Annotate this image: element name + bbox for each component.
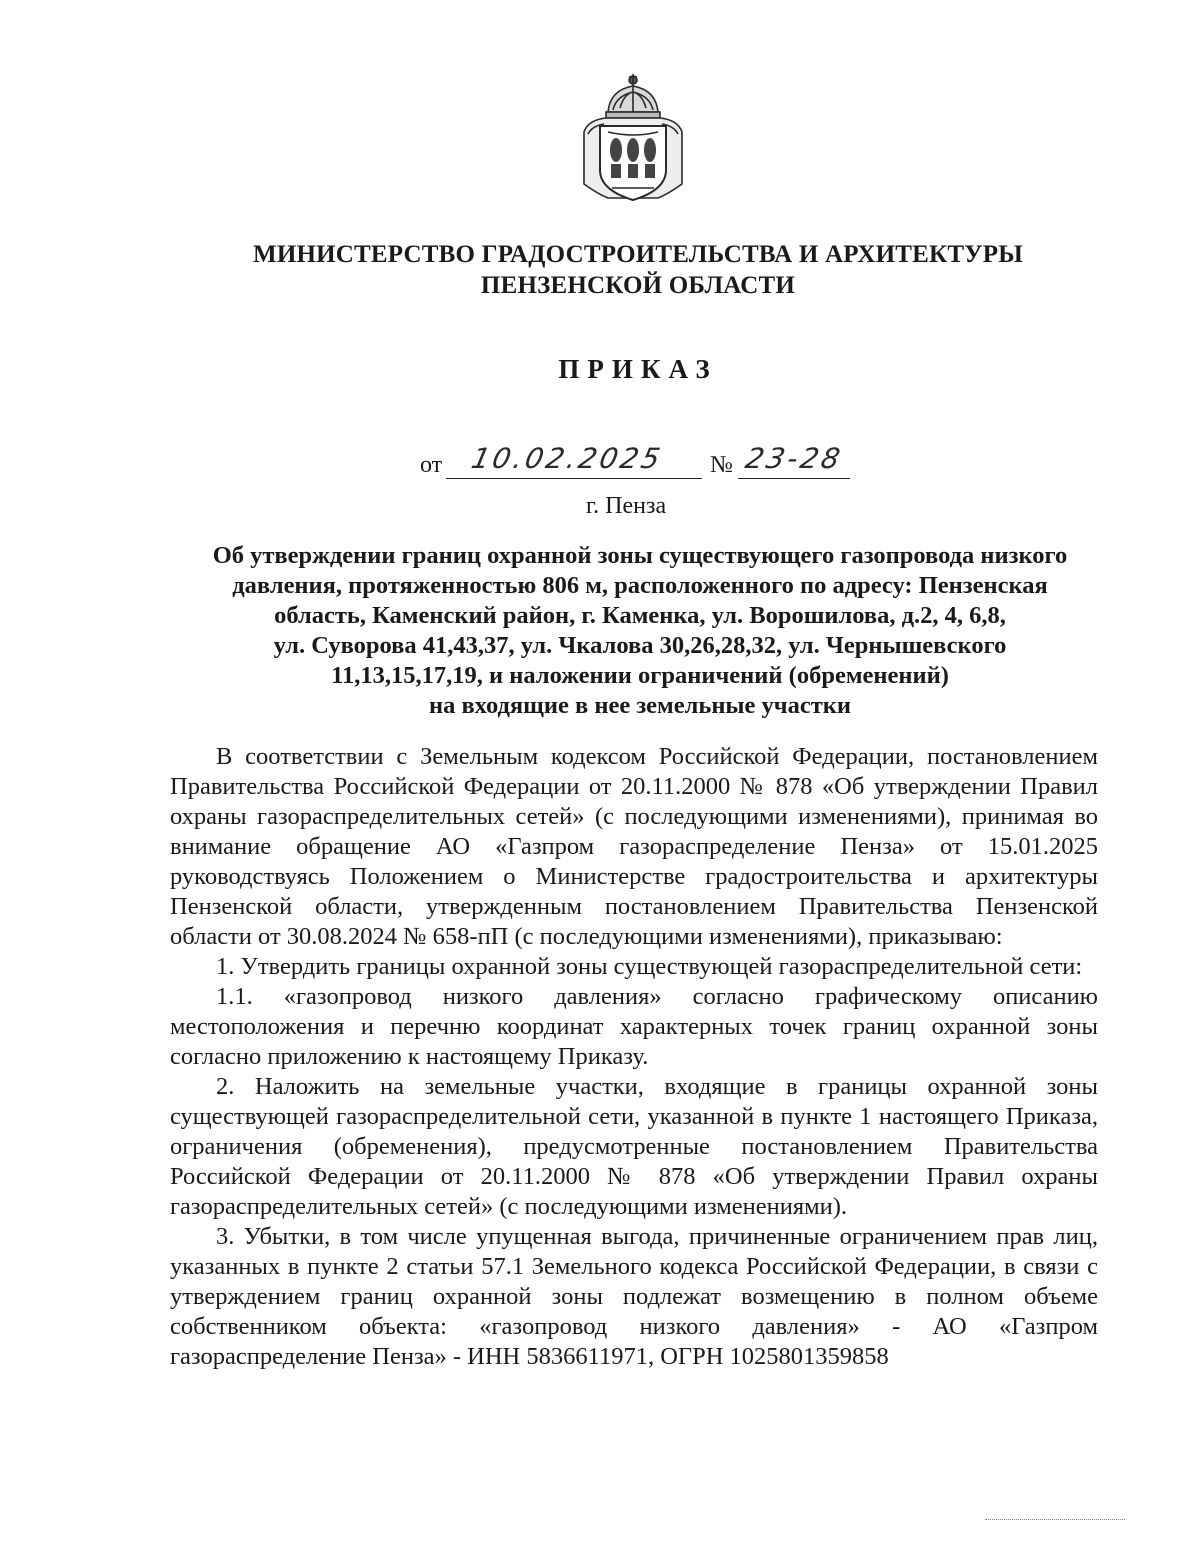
number-label: №	[710, 452, 733, 478]
document-subject	[160, 541, 1120, 721]
city-name: г. Пенза	[586, 493, 667, 519]
clause-3-paragraph: 3. Убытки, в том числе упущенная выгода, причиненные ограничением прав лиц, указанных в пункте 2 статьи 57.1 Земельного кодекса Российской Федерации, в связи с утверждением границ охранной зоны подлежат возмещению в полном объеме собственником объекта: «газопровод низкого давления» - АО «Газпром газораспределение Пенза» - ИНН 5836611971, ОГРН 1025801359858	[170, 1223, 1098, 1370]
handwritten-number: 23-28	[742, 442, 846, 475]
handwritten-date: 10.02.2025	[468, 442, 666, 475]
footer-dotted-line	[985, 1519, 1125, 1520]
subject-line: Об утверждении границ охранной зоны существующего газопровода низкого	[212, 542, 1068, 569]
subject-line: давления, протяженностью 806 м, расположенного по адресу: Пензенская	[232, 572, 1048, 599]
document-body	[170, 742, 1098, 1372]
subject-line: на входящие в нее земельные участки	[428, 692, 852, 719]
preamble-paragraph: В соответствии с Земельным кодексом Российской Федерации, постановлением Правительства Российской Федерации от 20.11.2000 № 878 «Об утверждении Правил охраны газораспределительных сетей» (с последующими изменениями), принимая во внимание обращение АО «Газпром газораспределение Пенза» от 15.01.2025 руководствуясь Положением о Министерстве градостроительства и архитектуры Пензенской области, утвержденным постановлением Правительства Пензенской области от 30.08.2024 № 658-пП (с последующими изменениями), приказываю:	[170, 743, 1098, 950]
ministry-name-line2: ПЕНЗЕНСКОЙ ОБЛАСТИ	[480, 272, 796, 299]
clause-2-paragraph: 2. Наложить на земельные участки, входящие в границы охранной зоны существующей газораспределительной сети, указанной в пункте 1 настоящего Приказа, ограничения (обременения), предусмотренные постановлением Правительства Российской Федерации от 20.11.2000 № 878 «Об утверждении Правил охраны газораспределительных сетей» (с последующими изменениями).	[170, 1073, 1098, 1220]
subject-line: ул. Суворова 41,43,37, ул. Чкалова 30,26,28,32, ул. Чернышевского	[273, 632, 1007, 659]
document-type-title: ПРИКАЗ	[558, 354, 718, 384]
coat-of-arms-emblem	[578, 72, 688, 208]
number-underline	[738, 478, 850, 479]
date-label: от	[420, 452, 443, 478]
ministry-name-line1: МИНИСТЕРСТВО ГРАДОСТРОИТЕЛЬСТВА И АРХИТЕКТУРЫ	[253, 241, 1023, 268]
date-underline	[446, 478, 702, 479]
clause-1-paragraph: 1. Утвердить границы охранной зоны существующей газораспределительной сети:	[216, 953, 1083, 980]
subject-line: область, Каменский район, г. Каменка, ул. Ворошилова, д.2, 4, 6,8,	[274, 602, 1006, 629]
clause-1-1-paragraph: 1.1. «газопровод низкого давления» согласно графическому описанию местоположения и перечню координат характерных точек границ охранной зоны согласно приложению к настоящему Приказу.	[170, 983, 1098, 1070]
subject-line: 11,13,15,17,19, и наложении ограничений (обременений)	[331, 662, 949, 689]
